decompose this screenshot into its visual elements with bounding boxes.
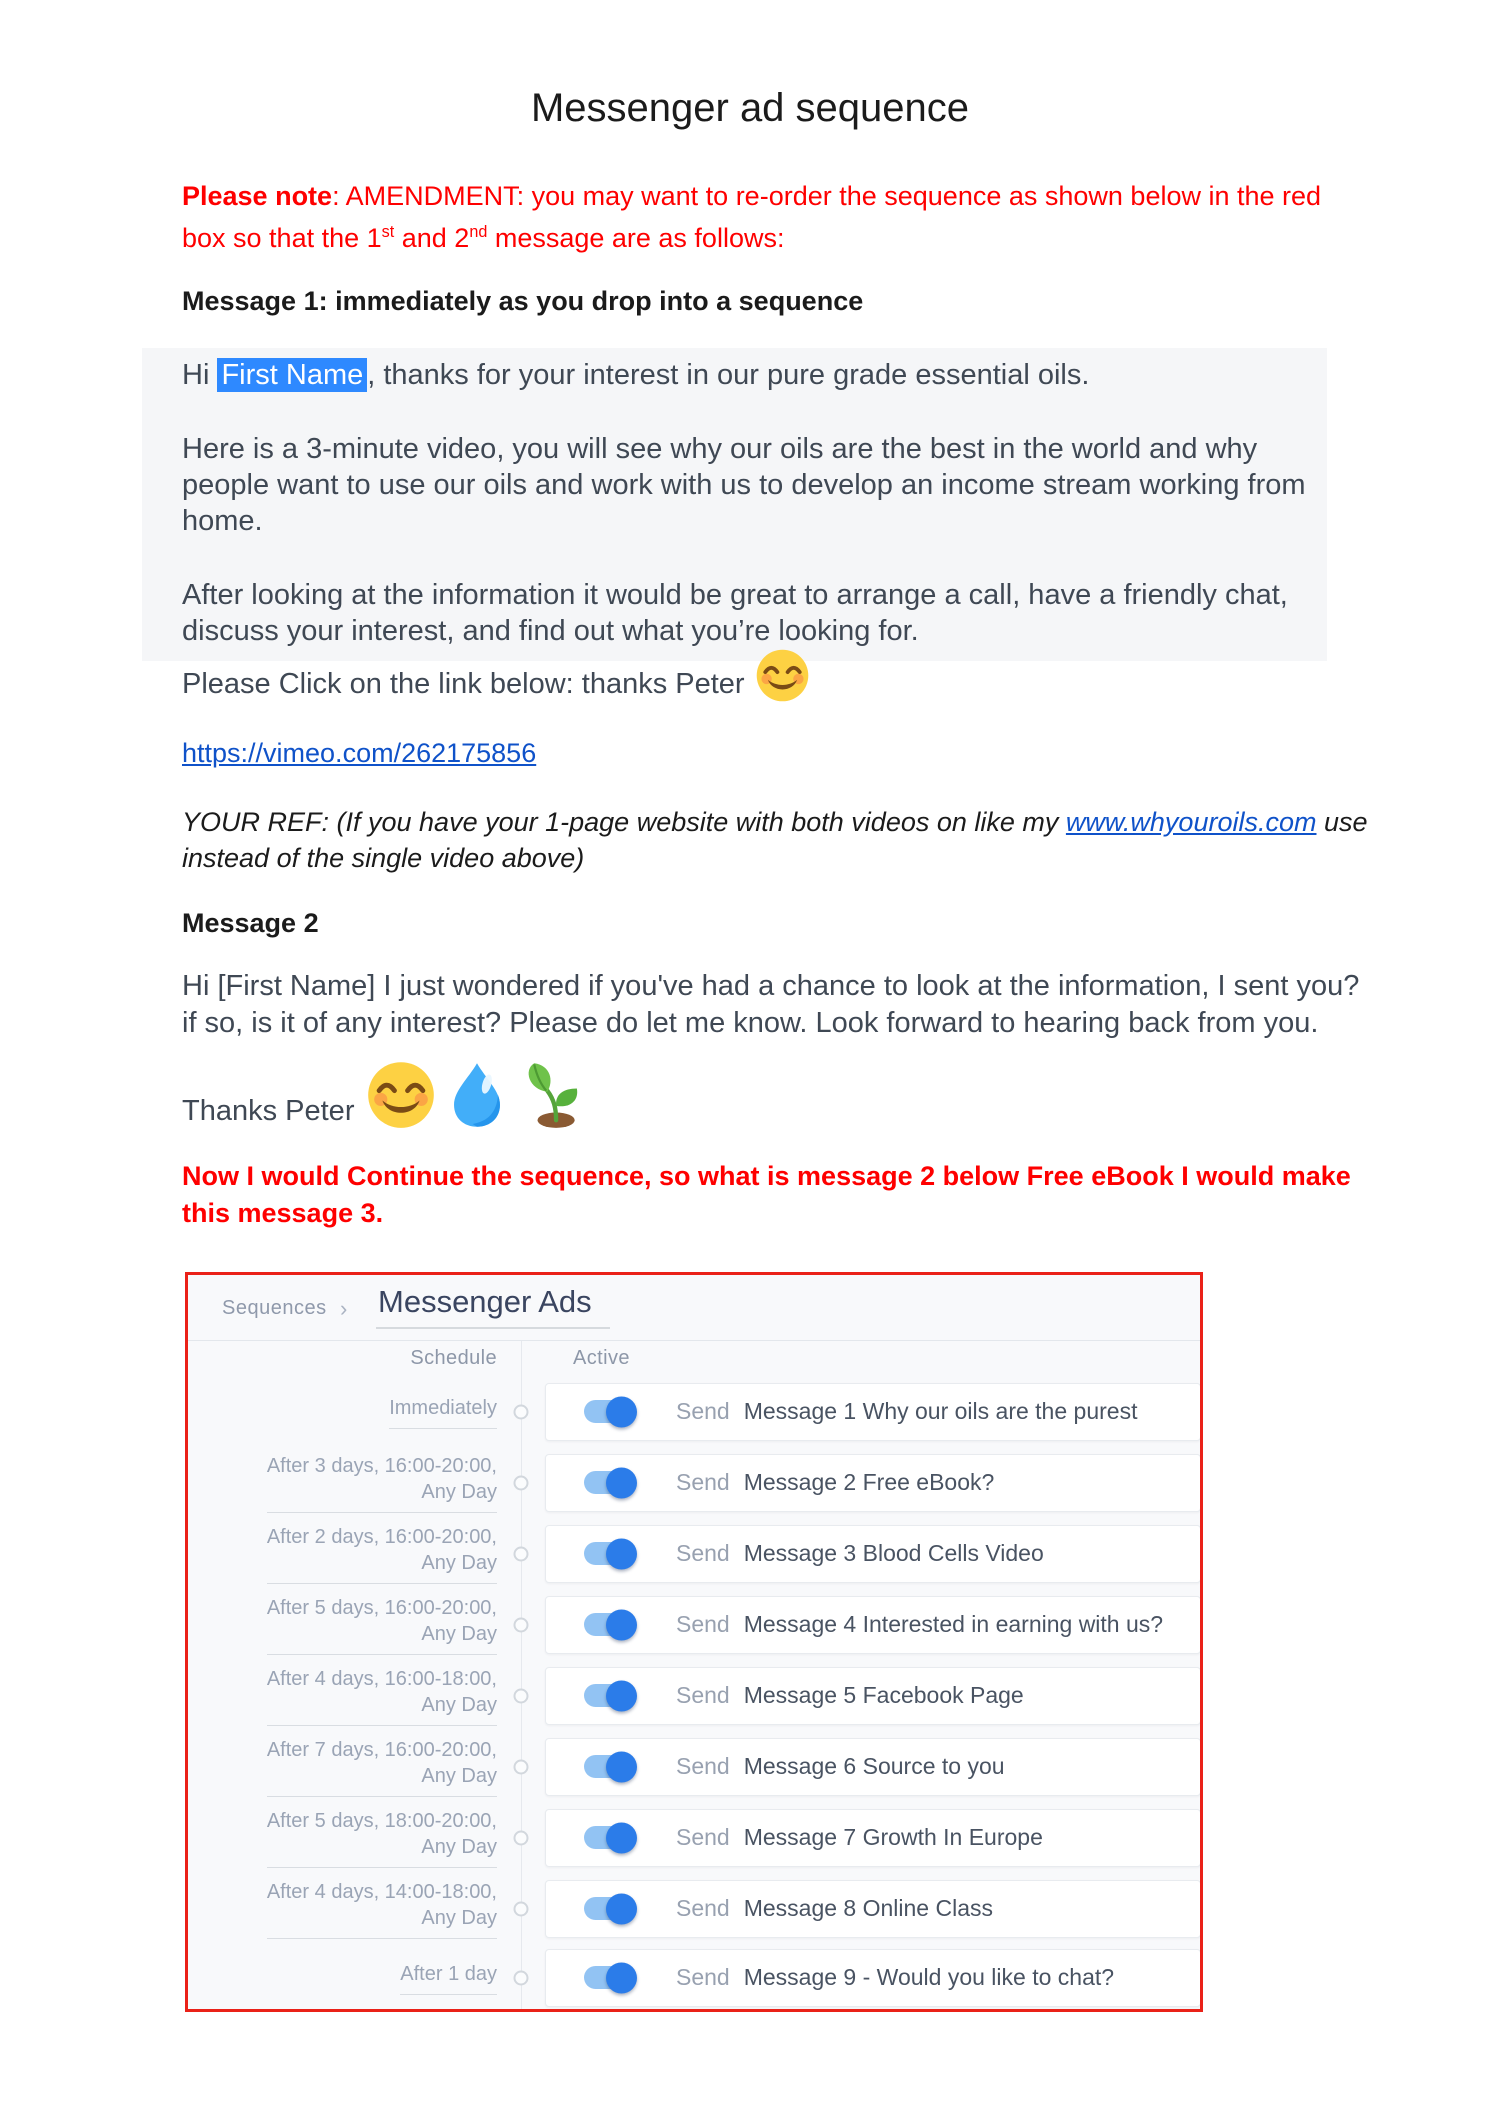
message1-paragraph-2: Here is a 3-minute video, you will see why our oils are the best in the world and why people want to use our oils and work with us to develop an income stream working from home. — [182, 433, 1306, 537]
send-label: Send — [676, 1964, 730, 1990]
gear-icon[interactable] — [514, 1901, 529, 1916]
message1-paragraph-3: After looking at the information it would be great to arrange a call, have a friendly chat, discuss your interest, and find out what you’re looking for. — [182, 579, 1288, 647]
message-title[interactable]: Message 6 Source to you — [743, 1753, 1005, 1779]
amendment-note: Please note: AMENDMENT: you may want to re-order the sequence as shown below in the red box so that the 1st and 2nd message are as follows: — [182, 181, 1322, 253]
gear-icon[interactable] — [514, 1830, 529, 1845]
message1-paragraph-1: Hi First Name , thanks for your interest in our pure grade essential oils. — [182, 359, 1090, 391]
send-label: Send — [676, 1469, 730, 1495]
sequence-row — [188, 1873, 1200, 1944]
send-label: Send — [676, 1682, 730, 1708]
sequence-row — [188, 1802, 1200, 1873]
active-toggle[interactable] — [584, 1400, 634, 1423]
whyouroils-link[interactable]: www.whyouroils.com — [1065, 807, 1317, 837]
message-title[interactable]: Message 9 - Would you like to chat? — [743, 1964, 1115, 1990]
gear-icon[interactable] — [514, 1759, 529, 1774]
sequence-row — [188, 1942, 1200, 2009]
active-toggle[interactable] — [584, 1755, 634, 1778]
active-toggle[interactable] — [584, 1542, 634, 1565]
message-card[interactable] — [545, 1738, 1200, 1796]
gear-icon[interactable] — [514, 1475, 529, 1490]
sequence-screenshot-panel — [185, 1272, 1203, 2012]
schedule-link[interactable]: After 1 day — [400, 1961, 497, 1995]
message-card[interactable] — [545, 1949, 1200, 2007]
smiling-face-emoji — [755, 648, 810, 703]
message-card[interactable] — [545, 1454, 1200, 1512]
active-toggle[interactable] — [584, 1826, 634, 1849]
column-header-active: Active — [573, 1347, 630, 1369]
message-card[interactable] — [545, 1809, 1200, 1867]
active-toggle[interactable] — [584, 1471, 634, 1494]
message-title[interactable]: Message 7 Growth In Europe — [743, 1824, 1043, 1850]
toggle-knob — [606, 1538, 637, 1569]
droplet-emoji — [442, 1060, 512, 1130]
message2-heading: Message 2 — [182, 908, 319, 938]
schedule-link[interactable]: After 5 days, 16:00-20:00, Any Day — [267, 1595, 497, 1655]
toggle-knob — [606, 1751, 637, 1782]
sequence-title[interactable]: Messenger Ads — [376, 1284, 610, 1329]
message-title[interactable]: Message 5 Facebook Page — [743, 1682, 1024, 1708]
toggle-knob — [606, 1396, 637, 1427]
gear-icon[interactable] — [514, 1404, 529, 1419]
sequence-row — [188, 1731, 1200, 1802]
chevron-right-icon: › — [340, 1296, 348, 1321]
thanks-line: Thanks Peter — [182, 1056, 590, 1130]
schedule-link[interactable]: Immediately — [389, 1395, 497, 1429]
message-card[interactable] — [545, 1880, 1200, 1938]
message-title[interactable]: Message 3 Blood Cells Video — [743, 1540, 1044, 1566]
active-toggle[interactable] — [584, 1613, 634, 1636]
message2-paragraph: Hi [First Name] I just wondered if you've had a chance to look at the information, I sent you? if so, is it of any interest? Please do let me know. Look forward to hearing back from you. — [182, 970, 1360, 1039]
message-title[interactable]: Message 4 Interested in earning with us? — [743, 1611, 1164, 1637]
message-card[interactable] — [545, 1596, 1200, 1654]
send-label: Send — [676, 1824, 730, 1850]
page-title: Messenger ad sequence — [530, 86, 970, 130]
sequence-row — [188, 1447, 1200, 1518]
message-card[interactable] — [545, 1667, 1200, 1725]
seedling-emoji — [520, 1060, 590, 1130]
gear-icon[interactable] — [514, 1688, 529, 1703]
sequence-row — [188, 1589, 1200, 1660]
message-title[interactable]: Message 1 Why our oils are the purest — [743, 1398, 1138, 1424]
header-divider — [188, 1340, 1200, 1341]
toggle-knob — [606, 1822, 637, 1853]
first-name-merge-tag: First Name — [217, 358, 367, 392]
toggle-knob — [606, 1962, 637, 1993]
note-bold: Please note — [182, 181, 333, 211]
schedule-link[interactable]: After 2 days, 16:00-20:00, Any Day — [267, 1524, 497, 1584]
message1-heading: Message 1: immediately as you drop into a sequence — [182, 286, 864, 316]
toggle-knob — [606, 1609, 637, 1640]
schedule-link[interactable]: After 4 days, 16:00-18:00, Any Day — [267, 1666, 497, 1726]
message-card[interactable] — [545, 1525, 1200, 1583]
gear-icon[interactable] — [514, 1546, 529, 1561]
message-title[interactable]: Message 2 Free eBook? — [743, 1469, 995, 1495]
active-toggle[interactable] — [584, 1966, 634, 1989]
active-toggle[interactable] — [584, 1684, 634, 1707]
sequence-row — [188, 1660, 1200, 1731]
send-label: Send — [676, 1611, 730, 1637]
breadcrumb-sequences[interactable]: Sequences — [222, 1297, 327, 1319]
gear-icon[interactable] — [514, 1617, 529, 1632]
column-header-schedule: Schedule — [410, 1347, 497, 1369]
toggle-knob — [606, 1893, 637, 1924]
sequence-row — [188, 1376, 1200, 1447]
sequence-row — [188, 1518, 1200, 1589]
your-ref-line: YOUR REF: (If you have your 1-page website with both videos on like my www.whyouroils.com use instead of the single video above) — [182, 807, 1368, 873]
schedule-link[interactable]: After 3 days, 16:00-20:00, Any Day — [267, 1453, 497, 1513]
toggle-knob — [606, 1680, 637, 1711]
schedule-link[interactable]: After 4 days, 14:00-18:00, Any Day — [267, 1879, 497, 1939]
toggle-knob — [606, 1467, 637, 1498]
amendment-note-2: Now I would Continue the sequence, so what is message 2 below Free eBook I would make this message 3. — [182, 1161, 1351, 1228]
gear-icon[interactable] — [514, 1970, 529, 1985]
schedule-link[interactable]: After 7 days, 16:00-20:00, Any Day — [267, 1737, 497, 1797]
smiling-face-emoji — [366, 1060, 436, 1130]
schedule-link[interactable]: After 5 days, 18:00-20:00, Any Day — [267, 1808, 497, 1868]
message1-body — [142, 348, 1327, 661]
message-card[interactable] — [545, 1383, 1200, 1441]
vimeo-link[interactable]: https://vimeo.com/262175856 — [182, 738, 537, 768]
active-toggle[interactable] — [584, 1897, 634, 1920]
send-label: Send — [676, 1540, 730, 1566]
send-label: Send — [676, 1753, 730, 1779]
send-label: Send — [676, 1398, 730, 1424]
send-label: Send — [676, 1895, 730, 1921]
click-link-line: Please Click on the link below: thanks Peter — [182, 658, 1372, 713]
message-title[interactable]: Message 8 Online Class — [743, 1895, 994, 1921]
